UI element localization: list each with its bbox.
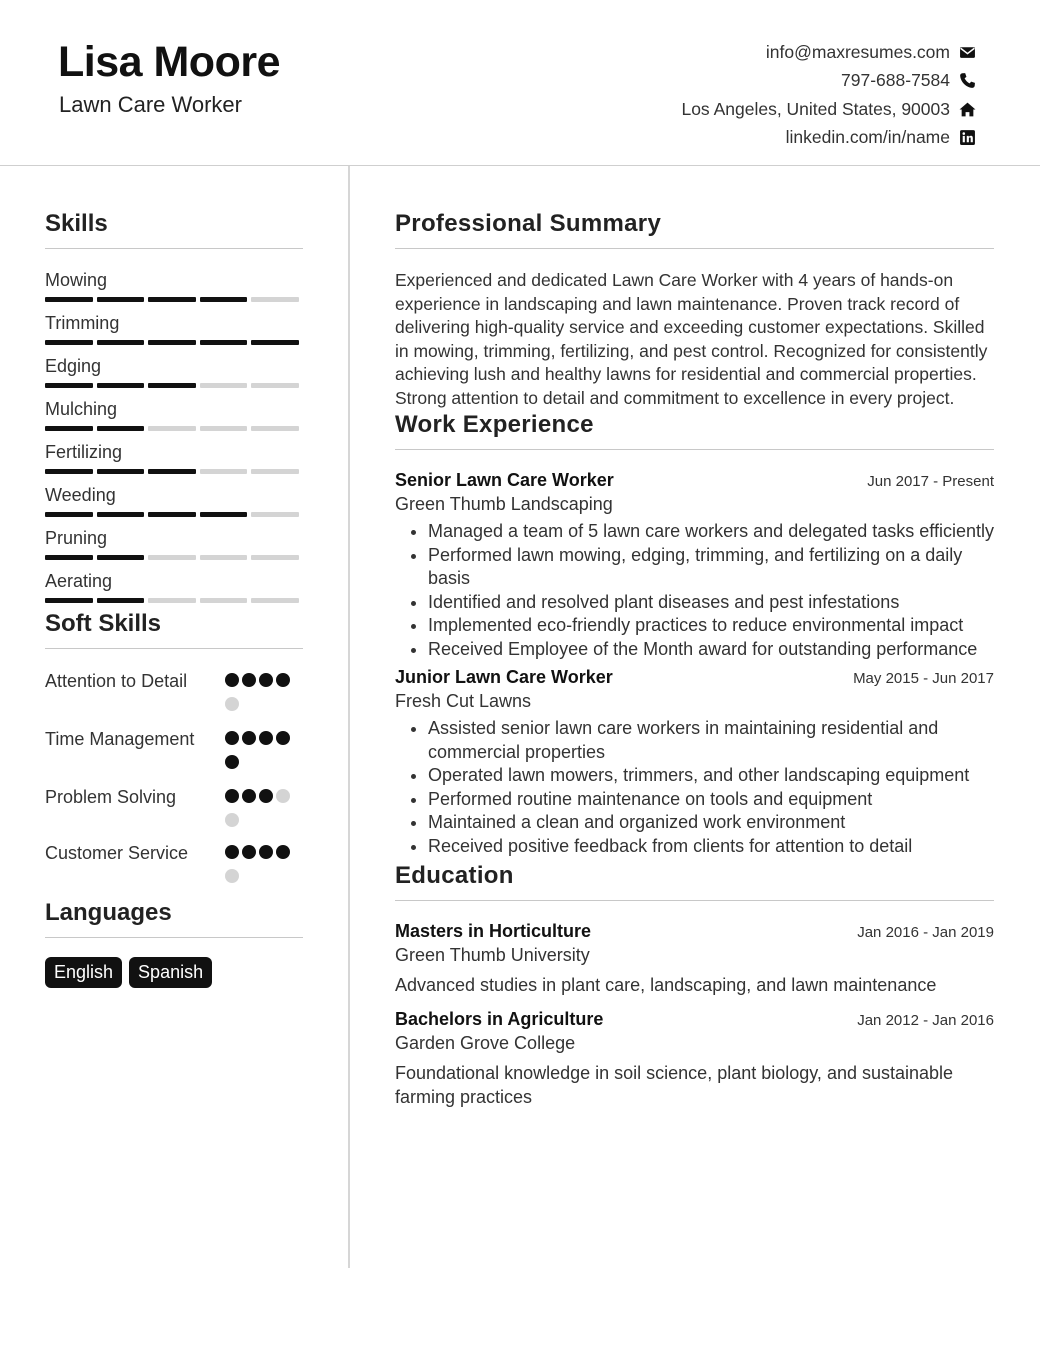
soft-skill-rating-dots — [225, 729, 303, 779]
rating-bar-segment — [251, 469, 299, 474]
rating-dot — [259, 845, 273, 859]
rating-bar-segment — [97, 598, 145, 603]
job-bullet: • Received positive feedback from clients for attention to detail — [428, 835, 994, 859]
rating-bar-segment — [148, 297, 196, 302]
phone-icon — [958, 72, 976, 90]
job-bullet: • Managed a team of 5 lawn care workers and delegated tasks efficiently — [428, 520, 994, 544]
soft-skill-item — [45, 727, 303, 779]
rating-bar-segment — [251, 598, 299, 603]
rating-bar-segment — [148, 598, 196, 603]
languages-list — [45, 957, 303, 988]
skill-item — [45, 269, 303, 312]
skill-name: Mulching — [45, 399, 118, 419]
skill-item — [45, 527, 303, 570]
skill-rating-bars — [45, 426, 303, 431]
rating-bar-segment — [148, 340, 196, 345]
degree-title: Masters in Horticulture — [395, 921, 592, 941]
rating-dot — [259, 789, 273, 803]
languages-heading: Languages — [45, 899, 303, 938]
rating-bar-segment — [97, 512, 145, 517]
school-name: Green Thumb University — [395, 945, 590, 965]
rating-bar-segment — [45, 598, 93, 603]
summary-heading: Professional Summary — [395, 210, 994, 249]
contact-phone[interactable] — [681, 67, 976, 96]
skill-name: Edging — [45, 356, 102, 376]
skill-name: Trimming — [45, 313, 120, 333]
contact-linkedin[interactable] — [681, 124, 976, 153]
job-bullet: • Performed lawn mowing, edging, trimming, and fertilizing on a daily basis — [428, 544, 994, 591]
rating-bar-segment — [97, 383, 145, 388]
soft-skill-item — [45, 669, 303, 721]
skill-item — [45, 355, 303, 398]
rating-dot — [225, 755, 239, 769]
school-name: Garden Grove College — [395, 1032, 576, 1053]
home-icon — [958, 100, 976, 118]
skill-rating-bars — [45, 598, 303, 603]
rating-dot — [225, 673, 239, 687]
linkedin-icon — [958, 129, 976, 147]
rating-bar-segment — [45, 555, 93, 560]
rating-bar-segment — [200, 598, 248, 603]
job-title: Senior Lawn Care Worker — [395, 470, 614, 490]
rating-bar-segment — [200, 555, 248, 560]
skill-name: Weeding — [45, 485, 116, 505]
envelope-icon — [958, 43, 976, 61]
rating-bar-segment — [251, 512, 299, 517]
rating-dot — [242, 673, 256, 687]
contact-linkedin-text: linkedin.com/in/name — [785, 127, 950, 148]
rating-bar-segment — [148, 383, 196, 388]
rating-bar-segment — [200, 512, 248, 517]
resume-header — [0, 0, 1040, 166]
skill-rating-bars — [45, 383, 303, 388]
rating-dot — [242, 731, 256, 745]
education-dates: Jan 2016 - Jan 2019 — [857, 924, 994, 941]
skill-item — [45, 398, 303, 441]
rating-dot — [276, 789, 290, 803]
education-header — [395, 1009, 994, 1030]
skill-rating-bars — [45, 555, 303, 560]
column-divider — [348, 166, 350, 1268]
skill-rating-bars — [45, 340, 303, 345]
soft-skill-item — [45, 785, 303, 837]
education-dates: Jan 2012 - Jan 2016 — [857, 1011, 994, 1029]
skill-name: Fertilizing — [45, 442, 123, 462]
rating-dot — [225, 697, 239, 711]
soft-skill-item — [45, 841, 303, 893]
candidate-name: Lisa Moore — [58, 38, 280, 86]
job-dates: May 2015 - Jun 2017 — [853, 670, 994, 687]
rating-bar-segment — [45, 297, 93, 302]
rating-bar-segment — [148, 469, 196, 474]
contact-phone-text: 797-688-7584 — [841, 70, 950, 91]
skill-name: Mowing — [45, 270, 108, 290]
rating-bar-segment — [45, 426, 93, 431]
skill-item — [45, 312, 303, 355]
experience-heading: Work Experience — [395, 411, 994, 450]
job-bullet: • Performed routine maintenance on tools and equipment — [428, 788, 994, 812]
rating-dot — [225, 813, 239, 827]
rating-bar-segment — [200, 340, 248, 345]
rating-dot — [225, 731, 239, 745]
rating-dot — [259, 673, 273, 687]
job-dates: Jun 2017 - Present — [867, 473, 994, 490]
rating-bar-segment — [97, 297, 145, 302]
rating-bar-segment — [45, 383, 93, 388]
rating-bar-segment — [97, 340, 145, 345]
rating-dot — [225, 869, 239, 883]
contact-email-text: info@maxresumes.com — [765, 41, 950, 62]
job-company: Green Thumb Landscaping — [395, 494, 613, 514]
job-entry — [395, 667, 994, 858]
rating-dot — [242, 845, 256, 859]
rating-bar-segment — [200, 426, 248, 431]
skills-heading: Skills — [45, 210, 303, 249]
rating-bar-segment — [251, 340, 299, 345]
contact-location-text: Los Angeles, United States, 90003 — [681, 98, 950, 119]
skill-item — [45, 441, 303, 484]
job-bullet: • Assisted senior lawn care workers in maintaining residential and commercial properties — [428, 717, 994, 764]
rating-bar-segment — [200, 297, 248, 302]
skill-rating-bars — [45, 512, 303, 517]
skill-item — [45, 484, 303, 527]
soft-skill-rating-dots — [225, 671, 303, 721]
rating-dot — [225, 845, 239, 859]
language-badge: Spanish — [129, 957, 212, 988]
education-description: Foundational knowledge in soil science, plant biology, and sustainable farming practices — [395, 1062, 954, 1107]
soft-skills-list — [45, 669, 303, 893]
rating-bar-segment — [45, 512, 93, 517]
language-badge: English — [45, 957, 122, 988]
left-column — [45, 210, 303, 988]
soft-skills-heading: Soft Skills — [45, 610, 303, 649]
job-bullet: • Operated lawn mowers, trimmers, and other landscaping equipment — [428, 764, 994, 788]
education-header — [395, 921, 994, 942]
soft-skill-rating-dots — [225, 787, 303, 837]
skill-name: Aerating — [45, 571, 113, 591]
contact-block — [681, 38, 976, 152]
soft-skill-name: Attention to Detail — [45, 671, 188, 691]
job-bullets — [428, 520, 994, 661]
skill-rating-bars — [45, 297, 303, 302]
rating-bar-segment — [200, 469, 248, 474]
job-bullet: • Implemented eco-friendly practices to reduce environmental impact — [428, 614, 994, 638]
right-column — [395, 210, 994, 1110]
job-header — [395, 470, 994, 491]
rating-dot — [276, 673, 290, 687]
rating-bar-segment — [148, 426, 196, 431]
rating-dot — [225, 789, 239, 803]
rating-bar-segment — [45, 469, 93, 474]
rating-bar-segment — [251, 426, 299, 431]
rating-bar-segment — [148, 555, 196, 560]
rating-bar-segment — [148, 512, 196, 517]
rating-bar-segment — [97, 426, 145, 431]
soft-skill-rating-dots — [225, 843, 303, 893]
education-entry — [395, 921, 994, 998]
rating-bar-segment — [251, 297, 299, 302]
job-entry — [395, 470, 994, 661]
soft-skill-name: Customer Service — [45, 843, 189, 863]
job-title: Junior Lawn Care Worker — [395, 667, 613, 687]
rating-bar-segment — [97, 555, 145, 560]
rating-bar-segment — [45, 340, 93, 345]
job-header — [395, 667, 994, 688]
rating-dot — [259, 731, 273, 745]
rating-bar-segment — [97, 469, 145, 474]
summary-text: Experienced and dedicated Lawn Care Worker with 4 years of hands-on experience in landscaping and lawn maintenance. Proven track record of delivering high-quality service and exceeding customer expectations. Skilled in mowing, trimming, fertilizing, and pest control. Recognized for consistently achieving lush and healthy lawns for residential and commercial properties. Strong attention to detail and commitment to excellence in every project. — [395, 270, 988, 408]
rating-dot — [276, 845, 290, 859]
education-entry — [395, 1009, 994, 1110]
contact-email[interactable] — [681, 38, 976, 67]
job-company: Fresh Cut Lawns — [395, 691, 532, 711]
education-description: Advanced studies in plant care, landscaping, and lawn maintenance — [395, 975, 937, 995]
rating-dot — [242, 789, 256, 803]
rating-dot — [276, 731, 290, 745]
education-list — [395, 921, 994, 1110]
job-bullets — [428, 717, 994, 858]
rating-bar-segment — [251, 555, 299, 560]
rating-bar-segment — [200, 383, 248, 388]
candidate-title: Lawn Care Worker — [59, 92, 242, 117]
job-bullet: • Received Employee of the Month award for outstanding performance — [428, 638, 994, 662]
skill-rating-bars — [45, 469, 303, 474]
soft-skill-name: Problem Solving — [45, 787, 177, 807]
experience-list — [395, 470, 994, 858]
skills-list — [45, 269, 303, 613]
rating-bar-segment — [251, 383, 299, 388]
education-heading: Education — [395, 862, 994, 901]
soft-skill-name: Time Management — [45, 729, 195, 749]
skill-name: Pruning — [45, 528, 108, 548]
job-bullet: • Maintained a clean and organized work environment — [428, 811, 994, 835]
skill-item — [45, 570, 303, 613]
degree-title: Bachelors in Agriculture — [395, 1008, 604, 1029]
job-bullet: • Identified and resolved plant diseases and pest infestations — [428, 591, 994, 615]
contact-location — [681, 95, 976, 124]
